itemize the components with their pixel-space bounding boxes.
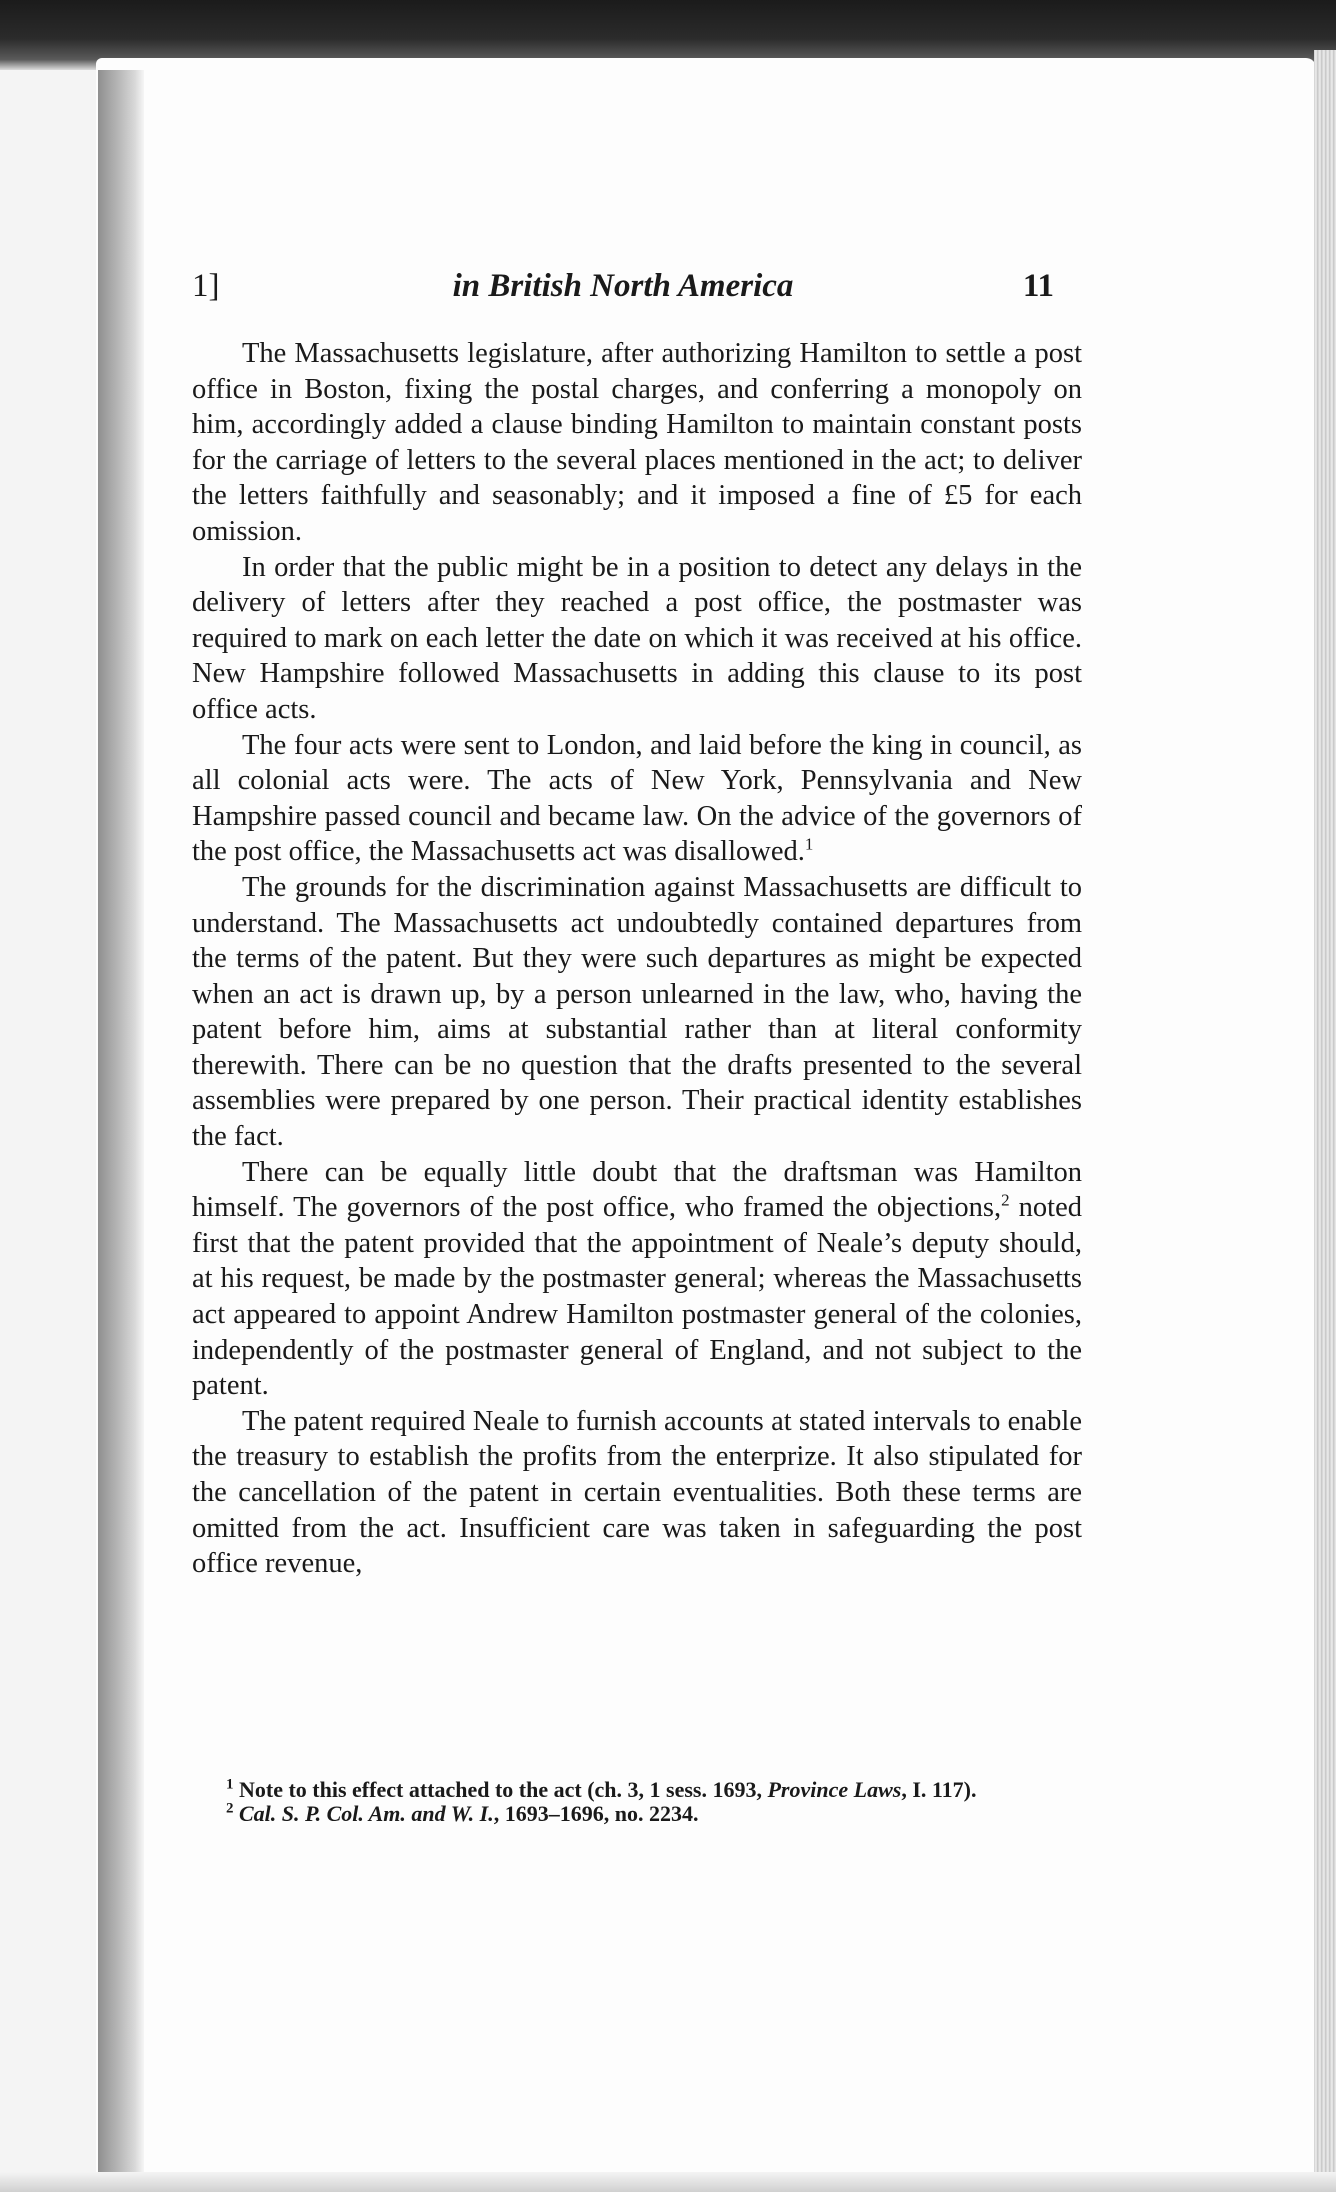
paragraph (192, 1404, 1082, 1582)
paragraph (192, 728, 1082, 870)
binding-gutter (98, 70, 144, 2192)
footnotes (192, 1778, 1082, 1826)
chapter-marker: 1] (192, 268, 220, 304)
footnote-citation: Cal. S. P. Col. Am. and W. I. (239, 1801, 494, 1826)
paragraph-text: There can be equally little doubt that the draftsman was Hamilton himself. The governors of the post office, who framed the objections, (192, 1156, 1082, 1224)
paragraph (192, 550, 1082, 728)
footnote-ref: 2 (1001, 1190, 1010, 1210)
footnote-text: Note to this effect attached to the act (ch. 3, 1 sess. 1693, (239, 1777, 768, 1802)
paragraph-text: The Massachusetts legislature, after authorizing Hamilton to settle a post office in Boston, fixing the postal charges, and conferring a monopoly on him, accordingly added a clause binding Hamilton to maintain constant posts for the carriage of letters to the several places mentioned in the act; to deliver the letters faithfully and seasonably; and it imposed a fine of £5 for each omission. (192, 338, 1082, 547)
footnote-number: 2 (226, 1800, 234, 1817)
footnote (192, 1778, 1082, 1802)
paragraph-text: The four acts were sent to London, and laid before the king in council, as all colonial acts were. The acts of New York, Pennsylvania and New Hampshire passed council and became law. On the advice of the governors of the post office, the Massachusetts act was disallowed. (192, 729, 1082, 868)
page-edges-right (1314, 50, 1336, 2192)
page-number: 11 (1022, 268, 1054, 304)
paragraph-text: The patent required Neale to furnish accounts at stated intervals to enable the treasury to establish the profits from the enterprize. It also stipulated for the cancellation of the patent in certain eventualities. Both these terms are omitted from the act. Insufficient care was taken in safeguarding the post office revenue, (192, 1405, 1082, 1580)
paragraph (192, 336, 1082, 550)
paragraph-text: noted first that the patent provided that the appointment of Neale’s deputy should, at his request, be made by the postmaster general; whereas the Massachusetts act appeared to appoint Andrew Hamilton postmaster general of the colonies, independently of the postmaster general of England, and not subject to the patent. (192, 1192, 1082, 1402)
paragraph (192, 1155, 1082, 1404)
paragraph-text: In order that the public might be in a position to detect any delays in the delivery of letters after they reached a post office, the postmaster was required to mark on each letter the date on which it was received at his office. New Hampshire followed Massachusetts in adding this clause to its post office acts. (192, 551, 1082, 725)
footnote-citation: Province Laws (767, 1777, 902, 1802)
footnote-ref: 1 (804, 834, 814, 854)
footnote-text: , I. 117). (901, 1777, 977, 1802)
footnote-number: 1 (226, 1776, 234, 1793)
scan-left-margin (0, 70, 98, 2192)
body-text (192, 336, 1082, 1582)
paragraph (192, 870, 1082, 1155)
running-head (192, 268, 1054, 312)
footnote-text: , 1693–1696, no. 2234. (493, 1801, 699, 1826)
footnote (192, 1802, 1082, 1826)
paragraph-text: The grounds for the discrimination against Massachusetts are difficult to understand. The Massachusetts act undoubtedly contained departures from the terms of the patent. But they were such departures as might be expected when an act is drawn up, by a person unlearned in the law, who, having the patent before him, aims at substantial rather than at literal conformity therewith. There can be no question that the drafts presented to the several assemblies were prepared by one person. Their practical identity establishes the fact. (192, 871, 1082, 1153)
scan-bottom-border (0, 2172, 1336, 2192)
running-title: in British North America (452, 268, 794, 304)
